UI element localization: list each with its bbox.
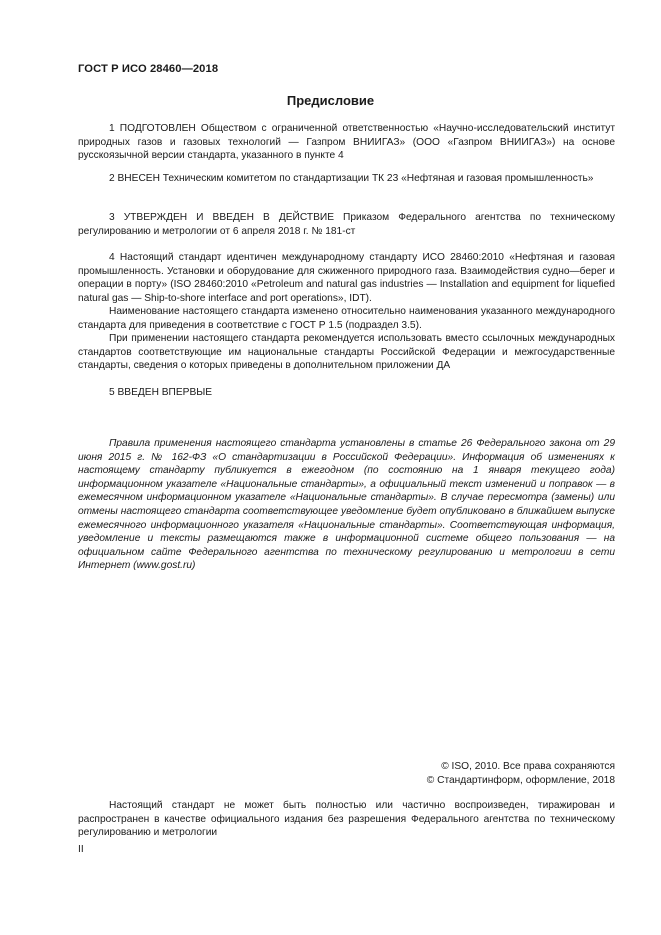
standard-designation: ГОСТ Р ИСО 28460—2018 bbox=[78, 63, 219, 75]
reproduction-notice: Настоящий стандарт не может быть полностью или частично воспроизведен, тиражирован и распространен в качестве официального издания без разрешения Федерального агентства по техническому регулированию и метрологии bbox=[78, 800, 615, 839]
paragraph-name-change: Наименование настоящего стандарта изменено относительно наименования указанного международного стандарта для приведения в соответствие с ГОСТ Р 1.5 (подраздел 3.5). bbox=[78, 306, 615, 331]
copyright-block bbox=[78, 760, 615, 787]
copyright-iso: © ISO, 2010. Все права сохраняются bbox=[441, 761, 615, 772]
paragraph-references: При применении настоящего стандарта рекомендуется использовать вместо ссылочных международных стандартов соответствующие им национальные стандарты Российской Федерации и межгосударственные стандарты, сведения о которых приведены в дополнительном приложении ДА bbox=[78, 333, 615, 372]
paragraph-approved: 3 УТВЕРЖДЕН И ВВЕДЕН В ДЕЙСТВИЕ Приказом Федерального агентства по техническому регулированию и метрологии от 6 апреля 2018 г. № 181-ст bbox=[78, 212, 615, 237]
paragraph-first-introduced: 5 ВВЕДЕН ВПЕРВЫЕ bbox=[109, 387, 213, 398]
paragraph-identical-standard: 4 Настоящий стандарт идентичен международному стандарту ИСО 28460:2010 «Нефтяная и газовая промышленность. Установки и оборудование для сжиженного природного газа. Взаимодействия судно—берег и операции в порту» (ISO 28460:2010 «Petroleum and natural gas industries — Installation and equipment for liquefied natural gas — Ship-to-shore interface and port operations», IDT). bbox=[78, 252, 615, 304]
copyright-standartinform: © Стандартинформ, оформление, 2018 bbox=[426, 774, 615, 786]
page-title: Предисловие bbox=[286, 93, 375, 108]
paragraph-prepared-by: 1 ПОДГОТОВЛЕН Обществом с ограниченной ответственностью «Научно-исследовательский институт природных газов и газовых технологий — Газпром ВНИИГАЗ» (ООО «Газпром ВНИИГАЗ») на основе русскоязычной версии стандарта, указанного в пункте 4 bbox=[78, 123, 615, 162]
application-rules-notice: Правила применения настоящего стандарта установлены в статье 26 Федерального закона от 29 июня 2015 г. № 162-ФЗ «О стандартизации в Российской Федерации». Информация об изменениях к настоящему стандарту публикуется в ежегодном (по состоянию на 1 января текущего года) информационном указателе «Национальные стандарты», а официальный текст изменений и поправок — в ежемесячном информационном указателе «Национальные стандарты». В случае пересмотра (замены) или отмены настоящего стандарта соответствующее уведомление будет опубликовано в ближайшем выпуске ежемесячного информационного указателя «Национальные стандарты». Соответствующая информация, уведомление и тексты размещаются также в информационной системе общего пользования — на официальном сайте Федерального агентства по техническому регулированию и метрологии в сети Интернет (www.gost.ru) bbox=[78, 438, 615, 572]
page-number: II bbox=[78, 844, 84, 855]
paragraph-introduced-by: 2 ВНЕСЕН Техническим комитетом по стандартизации ТК 23 «Нефтяная и газовая промышленность» bbox=[109, 173, 594, 184]
